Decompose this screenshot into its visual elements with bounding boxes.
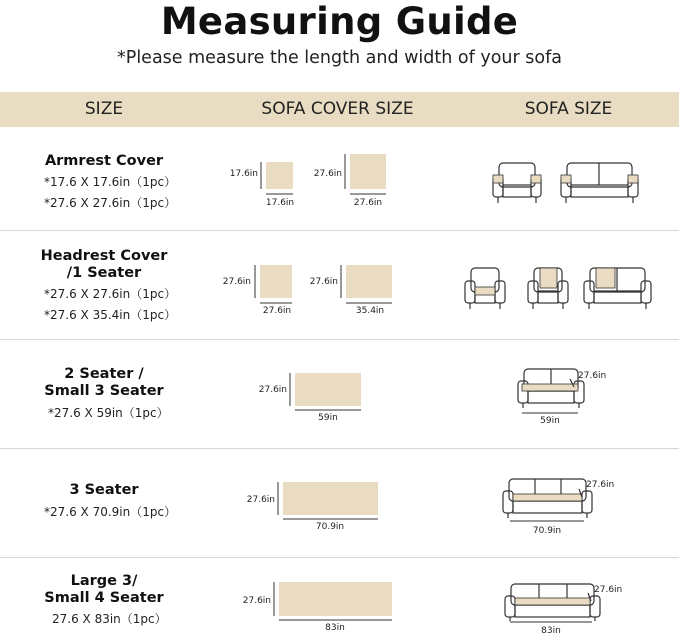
cover-dimension-diagrams <box>220 449 455 557</box>
size-name: Small 3 Seater <box>44 383 164 399</box>
sofa-depth-label: 27.6in <box>586 480 615 490</box>
width-label: 83in <box>325 623 345 633</box>
sofa-width-label: 83in <box>541 626 561 635</box>
size-cell <box>0 366 208 424</box>
size-name: Armrest Cover <box>44 153 164 169</box>
table-row-3-seater <box>0 449 679 557</box>
cover-swatch <box>266 162 293 189</box>
cover-dimension-diagrams <box>220 340 455 448</box>
height-label: 17.6in <box>229 169 258 179</box>
sofa-illustration-headrest <box>458 231 679 339</box>
page-subtitle: *Please measure the length and width of your sofa <box>117 48 562 68</box>
table-header <box>0 92 679 127</box>
header-sofa-size: SOFA SIZE <box>524 99 613 119</box>
size-cell <box>0 573 208 630</box>
size-cell <box>0 153 208 214</box>
sofa-width-label: 70.9in <box>532 526 562 536</box>
width-label: 17.6in <box>265 198 295 208</box>
height-label: 27.6in <box>222 277 251 287</box>
cover-dimension-diagrams <box>220 231 455 339</box>
sofa-width-label: 59in <box>540 416 560 426</box>
height-label: 27.6in <box>246 495 275 505</box>
width-label: 35.4in <box>355 306 385 316</box>
sofa-depth-label: 27.6in <box>578 371 607 381</box>
width-label: 70.9in <box>315 522 345 532</box>
sofa-illustration-3-seater <box>458 449 679 557</box>
cover-swatch <box>350 154 386 189</box>
sofa-illustration-armrest <box>458 127 679 230</box>
height-label: 27.6in <box>258 385 287 395</box>
size-cell <box>0 482 208 523</box>
table-row-headrest <box>0 231 679 339</box>
cover-swatch <box>283 482 378 515</box>
size-spec: *27.6 X 70.9in（1pc） <box>44 505 177 519</box>
size-spec: *27.6 X 27.6in（1pc） <box>44 196 177 210</box>
width-label: 59in <box>318 413 338 423</box>
cover-swatch <box>279 582 392 616</box>
width-label: 27.6in <box>353 198 383 208</box>
cover-dimension-diagrams <box>220 127 455 230</box>
table-row-armrest <box>0 127 679 230</box>
size-spec: *17.6 X 17.6in（1pc） <box>44 175 177 189</box>
size-spec: *27.6 X 59in（1pc） <box>48 406 169 420</box>
size-spec: *27.6 X 27.6in（1pc） <box>44 287 177 301</box>
header-size: SIZE <box>84 99 124 119</box>
size-name: Large 3/ <box>70 573 138 589</box>
height-label: 27.6in <box>242 596 271 606</box>
width-label: 27.6in <box>262 306 292 316</box>
page-title: Measuring Guide <box>160 0 519 43</box>
table-row-2-seater <box>0 340 679 448</box>
size-spec: *27.6 X 35.4in（1pc） <box>44 308 177 322</box>
sofa-depth-label: 27.6in <box>594 585 623 595</box>
size-name: Small 4 Seater <box>44 590 164 606</box>
size-name: 2 Seater / <box>64 366 144 382</box>
size-name: Headrest Cover <box>40 248 168 264</box>
size-cell <box>0 248 208 326</box>
sofa-illustration-2-seater <box>458 340 679 448</box>
sofa-illustration-large-3-seater <box>458 558 679 635</box>
cover-dimension-diagrams <box>220 558 455 635</box>
height-label: 27.6in <box>309 277 338 287</box>
height-label: 27.6in <box>313 169 342 179</box>
table-row-large-3-seater <box>0 558 679 635</box>
size-name: 3 Seater <box>69 482 139 498</box>
size-spec: 27.6 X 83in（1pc） <box>52 612 167 626</box>
cover-swatch <box>260 265 292 298</box>
header-cover-size: SOFA COVER SIZE <box>261 99 414 119</box>
cover-swatch <box>346 265 392 298</box>
cover-swatch <box>295 373 361 406</box>
size-name: /1 Seater <box>66 265 142 281</box>
